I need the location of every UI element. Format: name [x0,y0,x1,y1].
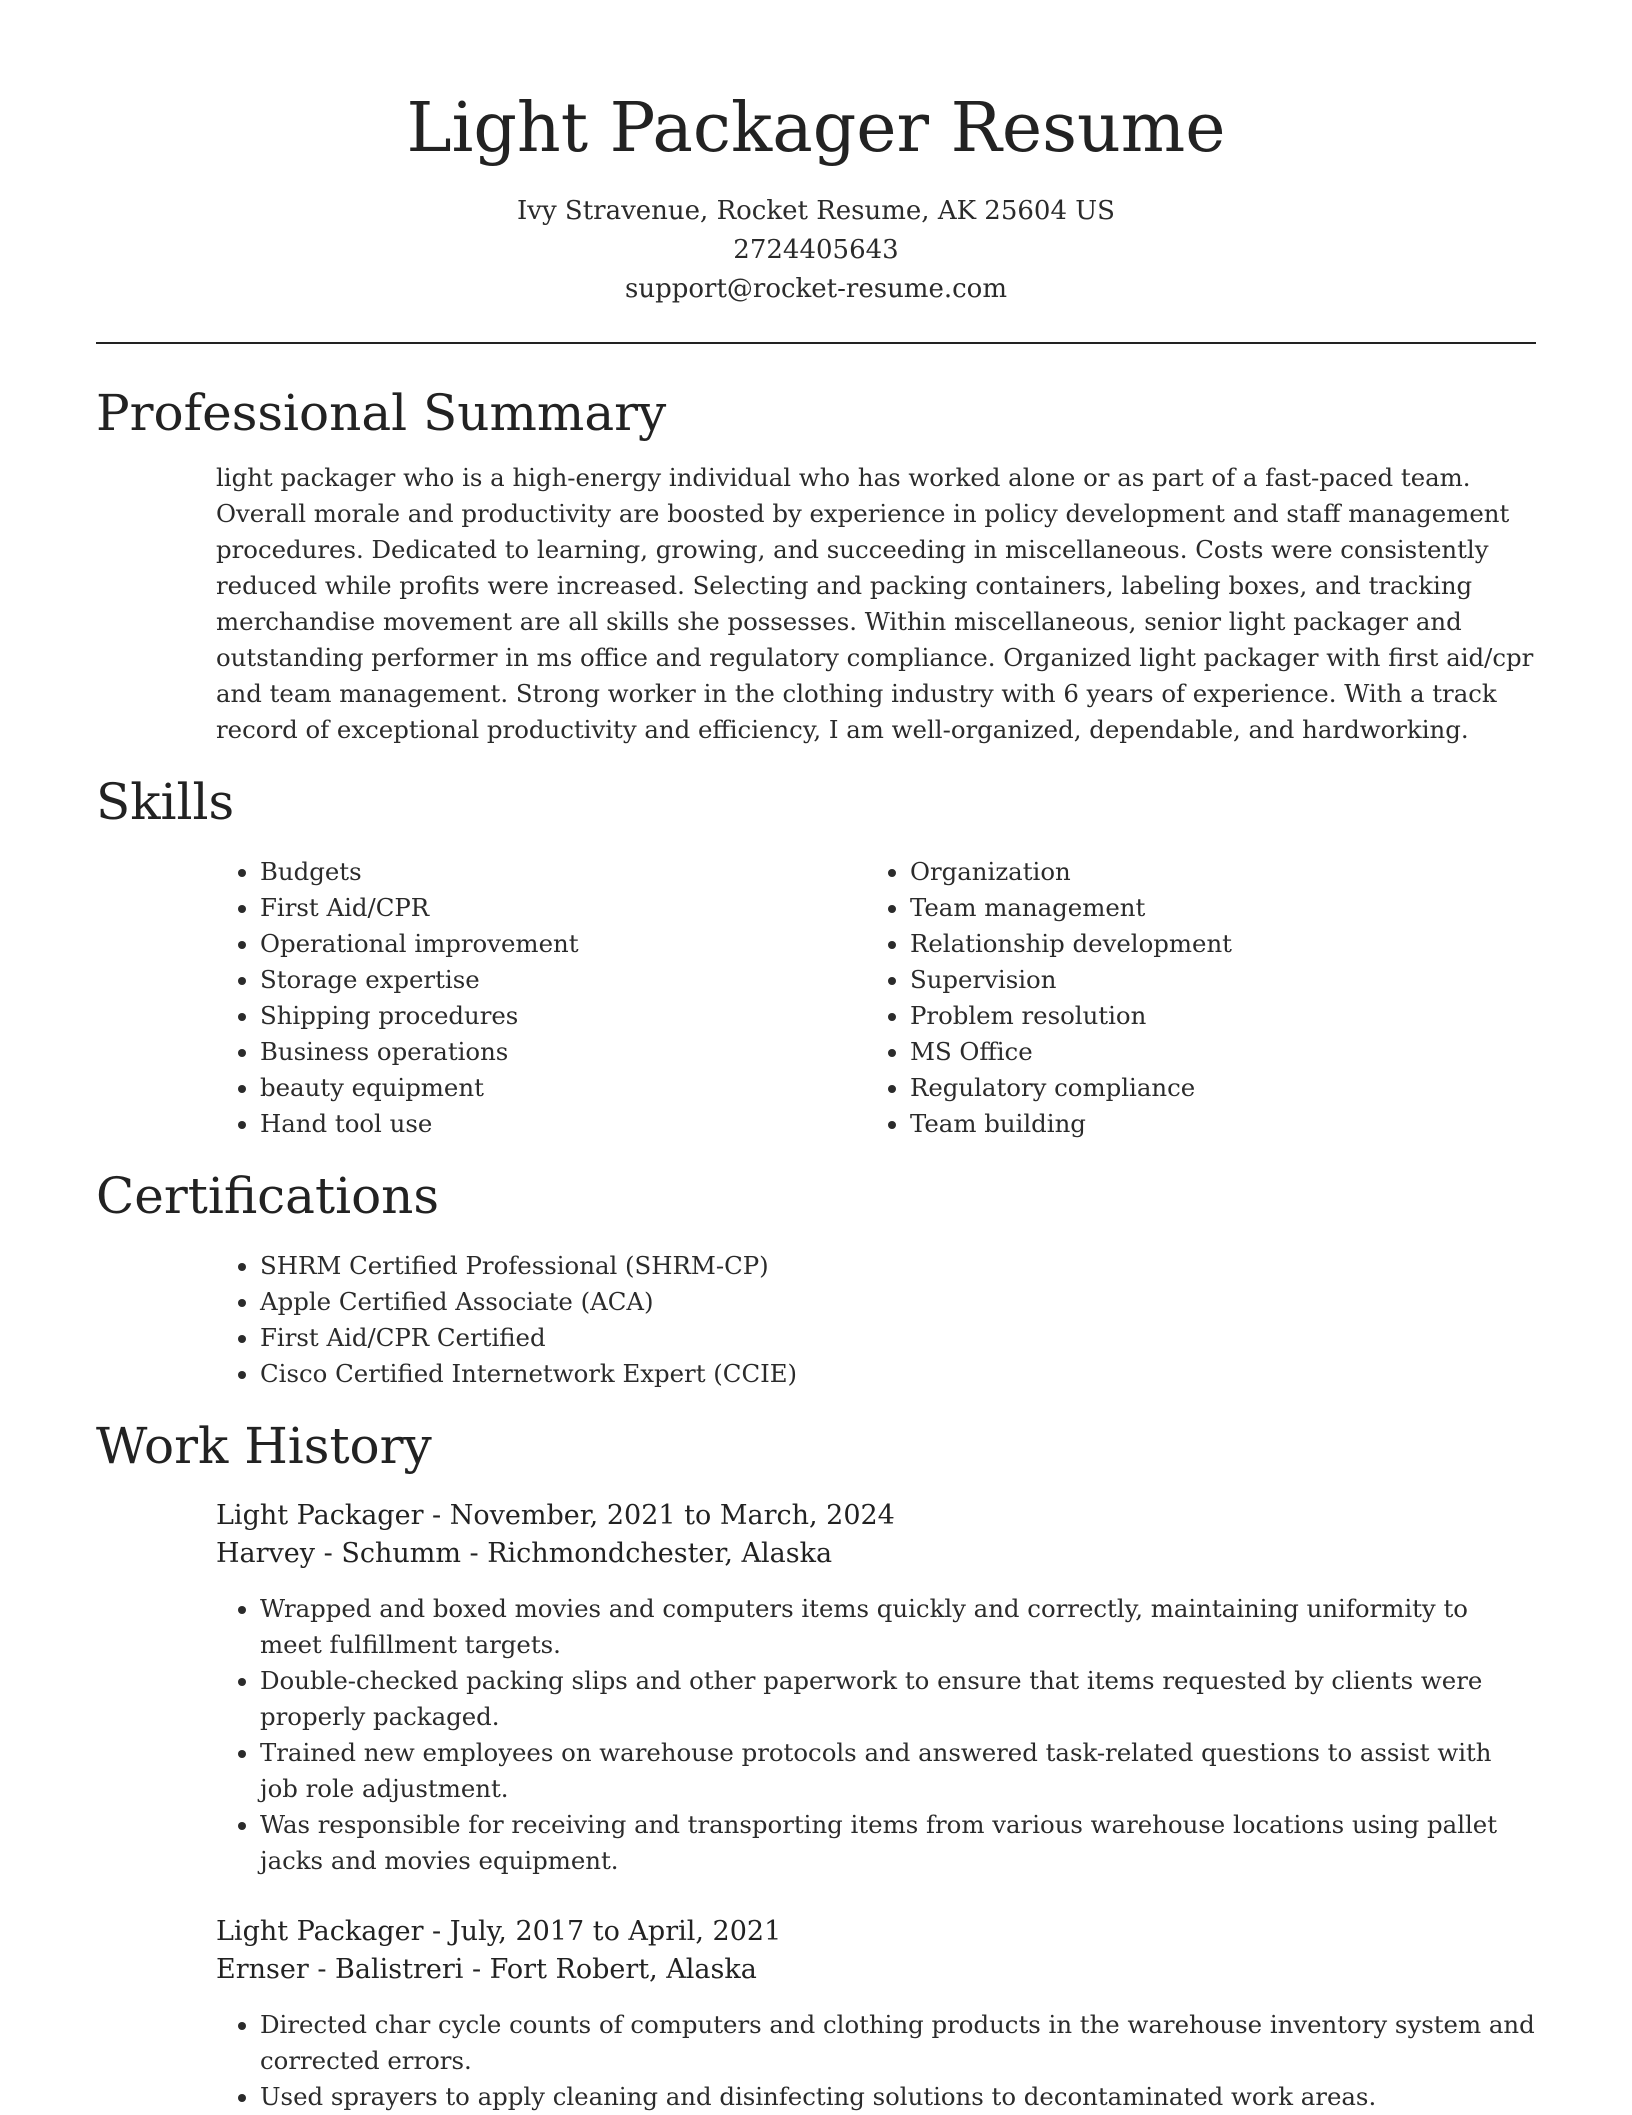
job-company-line: Ernser - Balistreri - Fort Robert, Alaska [216,1954,757,1985]
certifications-list [216,1248,1536,1392]
summary-heading: Professional Summary [96,384,667,442]
work-history-heading: Work History [96,1417,432,1475]
skill-item: • Operational improvement [260,926,856,962]
skill-item: • Regulatory compliance [910,1070,1506,1106]
skill-item: • Team building [910,1106,1506,1142]
job-1-bullets [216,1591,1536,1879]
skills-column-left [216,854,856,1142]
skills-column-right [866,854,1506,1142]
resume-title: Light Packager Resume [406,89,1226,168]
skill-item: • MS Office [910,1034,1506,1070]
skill-item: • Business operations [260,1034,856,1070]
certifications-heading: Certifications [96,1167,440,1225]
contact-phone: 2724405643 [733,235,899,265]
skills-heading: Skills [96,773,235,831]
skill-item: • Hand tool use [260,1106,856,1142]
job-company-line: Harvey - Schumm - Richmondchester, Alaska [216,1538,833,1569]
skill-item: • Budgets [260,854,856,890]
job-1-header [216,1497,1536,1573]
skill-item: • Relationship development [910,926,1506,962]
skill-item: • Shipping procedures [260,998,856,1034]
job-bullet: • Used sprayers to apply cleaning and disinfecting solutions to decontaminated work areas. [260,2079,1536,2115]
job-bullet: • Double-checked packing slips and other paperwork to ensure that items requested by clients were properly packaged. [260,1663,1536,1735]
skill-item: • Storage expertise [260,962,856,998]
job-2-header [216,1913,1536,1989]
job-2-bullets [216,2007,1536,2115]
skill-item: • First Aid/CPR [260,890,856,926]
job-bullet: • Was responsible for receiving and transporting items from various warehouse locations using pallet jacks and movies equipment. [260,1807,1536,1879]
contact-address: Ivy Stravenue, Rocket Resume, AK 25604 US [516,196,1115,226]
job-bullet: • Wrapped and boxed movies and computers items quickly and correctly, maintaining uniformity to meet fulfillment targets. [260,1591,1536,1663]
skill-item: • beauty equipment [260,1070,856,1106]
job-title-line: Light Packager - November, 2021 to March, 2024 [216,1500,895,1531]
resume-header [0,84,1632,309]
certification-item: • Cisco Certified Internetwork Expert (CCIE) [260,1356,1536,1392]
job-bullet: • Directed char cycle counts of computers and clothing products in the warehouse inventory system and corrected errors. [260,2007,1536,2079]
skill-item: • Problem resolution [910,998,1506,1034]
certification-item: • Apple Certified Associate (ACA) [260,1284,1536,1320]
skill-item: • Organization [910,854,1506,890]
skill-item: • Team management [910,890,1506,926]
job-bullet: • Trained new employees on warehouse protocols and answered task-related questions to assist with job role adjustment. [260,1735,1536,1807]
summary-text: light packager who is a high-energy individual who has worked alone or as part of a fast-paced team. Overall morale and productivity are boosted by experience in policy development and staff management procedures. Dedicated to learning, growing, and succeeding in miscellaneous. Costs were consistently reduced while profits were increased. Selecting and packing containers, labeling boxes, and tracking merchandise movement are all skills she possesses. Within miscellaneous, senior light packager and outstanding performer in ms office and regulatory compliance. Organized light packager with first aid/cpr and team management. Strong worker in the clothing industry with 6 years of experience. With a track record of exceptional productivity and efficiency, I am well-organized, dependable, and hardworking. [216,463,1534,744]
skill-item: • Supervision [910,962,1506,998]
header-divider [96,342,1536,344]
certification-item: • First Aid/CPR Certified [260,1320,1536,1356]
certification-item: • SHRM Certified Professional (SHRM-CP) [260,1248,1536,1284]
job-title-line: Light Packager - July, 2017 to April, 2021 [216,1916,782,1947]
contact-email: support@rocket-resume.com [624,274,1007,304]
